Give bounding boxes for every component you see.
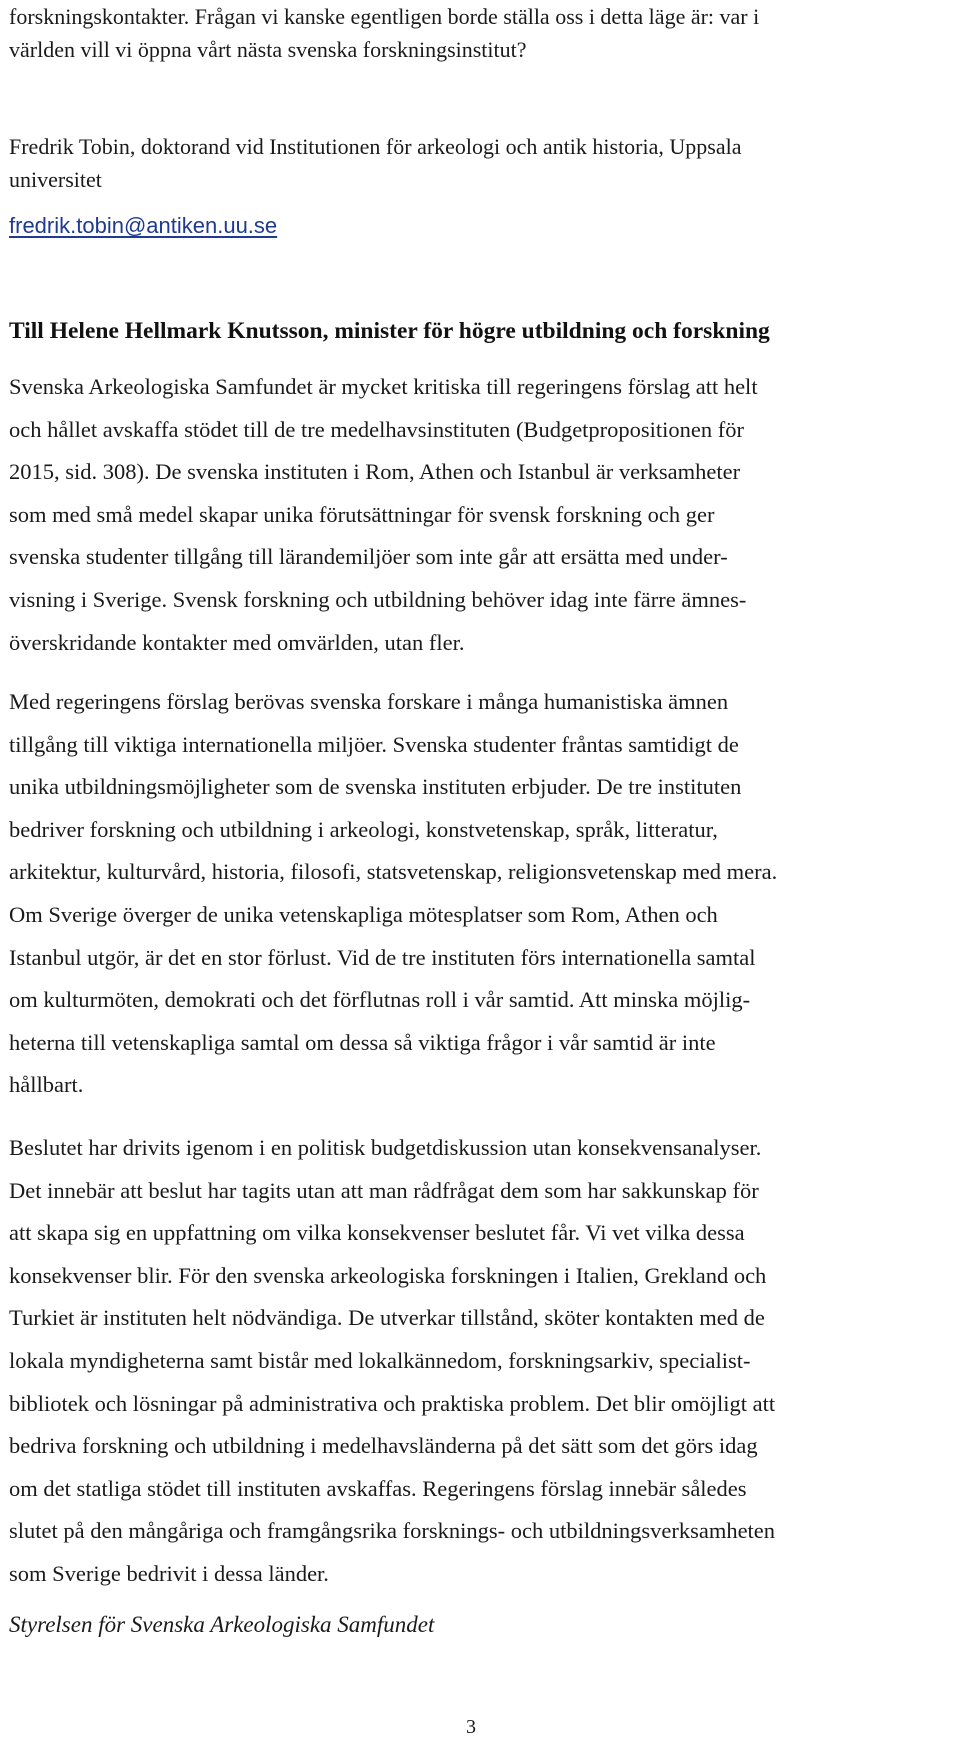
text-line: Beslutet har drivits igenom i en politisk budgetdiskussion utan konsekvensanalyser. [9,1135,762,1160]
text-line: forskningskontakter. Frågan vi kanske egentligen borde ställa oss i detta läge är: var i [9,4,760,29]
text-line: visning i Sverige. Svensk forskning och utbildning behöver idag inte färre ämnes- [9,586,747,612]
author-email-link[interactable]: fredrik.tobin@antiken.uu.se [9,213,278,238]
text-line: bedriver forskning och utbildning i arkeologi, konstvetenskap, språk, litteratur, [9,816,718,842]
text-line: Det innebär att beslut har tagits utan att man rådfrågat dem som har sakkunskap för [9,1177,759,1203]
letter-heading: Till Helene Hellmark Knutsson, minister för högre utbildning och forskning [9,318,770,344]
letter-paragraph-3 [9,1127,959,1596]
text-line: om det statliga stödet till instituten avskaffas. Regeringens förslag innebär således [9,1475,747,1501]
page-number: 3 [466,1716,476,1738]
text-line: bibliotek och lösningar på administrativa och praktiska problem. Det blir omöjligt att [9,1390,776,1416]
letter-paragraph-1 [9,366,959,664]
letter-paragraph-2 [9,681,959,1107]
text-line: Istanbul utgör, är det en stor förlust. Vid de tre instituten förs internationella samtal [9,944,756,970]
text-line: 2015, sid. 308). De svenska instituten i Rom, Athen och Istanbul är verksamheter [9,459,741,485]
text-line: universitet [9,167,102,192]
text-line: som Sverige bedrivit i dessa länder. [9,1560,329,1586]
text-line: att skapa sig en uppfattning om vilka konsekvenser beslutet får. Vi vet vilka dessa [9,1220,745,1246]
text-line: Om Sverige överger de unika vetenskapliga mötesplatser som Rom, Athen och [9,901,718,927]
author-affiliation [9,130,959,196]
text-line: lokala myndigheterna samt bistår med lokalkännedom, forskningsarkiv, specialist- [9,1347,751,1373]
text-line: heterna till vetenskapliga samtal om dessa så viktiga frågor i vår samtid är inte [9,1029,716,1055]
text-line: slutet på den mångåriga och framgångsrika forsknings- och utbildningsverksamheten [9,1518,776,1544]
text-line: svenska studenter tillgång till lärandemiljöer som inte går att ersätta med under- [9,544,728,570]
intro-paragraph-end [9,0,959,66]
text-line: som med små medel skapar unika förutsättningar för svensk forskning och ger [9,501,715,527]
text-line: unika utbildningsmöjligheter som de svenska instituten erbjuder. De tre instituten [9,774,742,800]
text-line: tillgång till viktiga internationella miljöer. Svenska studenter fråntas samtidigt de [9,731,739,757]
text-line: överskridande kontakter med omvärlden, utan fler. [9,629,465,655]
text-line: Svenska Arkeologiska Samfundet är mycket kritiska till regeringens förslag att helt [9,374,758,399]
text-line: arkitektur, kulturvård, historia, filosofi, statsvetenskap, religionsvetenskap med mera. [9,859,778,885]
text-line: konsekvenser blir. För den svenska arkeologiska forskningen i Italien, Grekland och [9,1262,767,1288]
text-line: Fredrik Tobin, doktorand vid Institutionen för arkeologi och antik historia, Uppsala [9,134,742,159]
text-line: Turkiet är instituten helt nödvändiga. De utverkar tillstånd, sköter kontakten med de [9,1305,765,1331]
letter-signature: Styrelsen för Svenska Arkeologiska Samfundet [9,1612,435,1637]
text-line: hållbart. [9,1072,84,1098]
text-line: Med regeringens förslag berövas svenska forskare i många humanistiska ämnen [9,689,729,714]
text-line: världen vill vi öppna vårt nästa svenska forskningsinstitut? [9,37,527,62]
text-line: bedriva forskning och utbildning i medelhavsländerna på det sätt som det görs idag [9,1433,758,1459]
text-line: om kulturmöten, demokrati och det förflutnas roll i vår samtid. Att minska möjlig- [9,987,751,1013]
text-line: och hållet avskaffa stödet till de tre medelhavsinstituten (Budgetpropositionen för [9,416,745,442]
